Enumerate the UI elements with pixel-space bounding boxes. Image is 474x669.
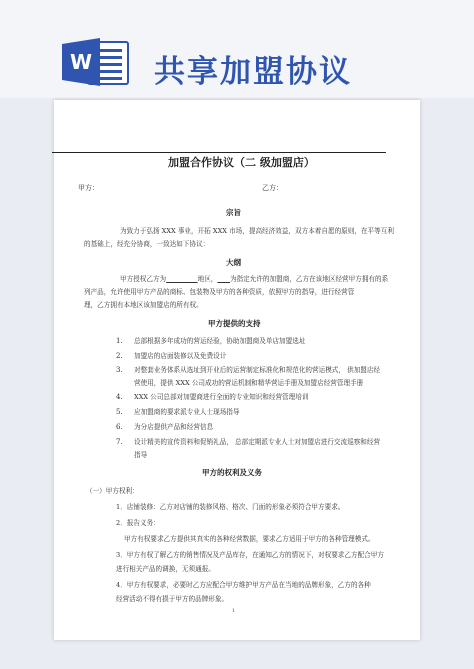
- party-b-label: 乙方：: [262, 184, 283, 192]
- support-item-text: 设计精美的宣传资料和促销礼品， 总部定期派专业人士对加盟店进行交流巡察和经营: [134, 438, 381, 446]
- section-outline: 大纲: [226, 258, 241, 267]
- rights-item: 甲方有权要求乙方提供其真实的各种经营数据，要求乙方适用于甲方的各种管理模式。: [124, 535, 375, 543]
- support-item-number: 3.: [116, 366, 123, 374]
- support-item-text: 对整套业务体系从选址到开业后的运营制定标准化和规范化的营运模式， 供加盟店经: [134, 366, 381, 374]
- section-purpose: 宗旨: [226, 208, 241, 217]
- support-item-text: 应加盟商的要求派专业人士现场指导: [134, 408, 240, 416]
- section-support: 甲方提供的支持: [208, 319, 261, 328]
- dealer-blank[interactable]: [217, 275, 230, 283]
- word-logo-letter: W: [69, 50, 93, 74]
- banner: [0, 0, 474, 98]
- purpose-line-2: 的基础上，经充分协商，一致达如下协议：: [84, 240, 210, 248]
- support-item-text: 营使用，提供 XXX 公司成功的营运机制和精华营运手册及加盟店经营管理手册: [134, 379, 364, 387]
- support-item-number: 1.: [116, 337, 123, 345]
- page-number: 1: [232, 608, 236, 614]
- support-item-text: 总部根据多年成功的营运经验，协助加盟商及单店加盟选址: [134, 337, 306, 345]
- word-document-icon: [60, 36, 134, 88]
- rights-item: 4．甲方有权要求，必要时乙方应配合甲方维护甲方产品在当地的品牌形象，乙方的各种: [116, 581, 371, 589]
- region-blank[interactable]: [166, 275, 197, 283]
- rights-item: 经营活动不得有损于甲方的品牌形象。: [116, 595, 229, 603]
- party-a-label: 甲方：: [78, 184, 99, 192]
- rights-item: 1．店铺装修：乙方对店铺的装修风格、格次、门面的形象必须符合甲方要求。: [116, 503, 345, 511]
- rights-item: 进行相关产品的调换，无须通报。: [116, 565, 215, 573]
- outline-line-1c: 为指定允许的加盟商，乙方在该地区经营甲方拥有的系: [229, 275, 389, 283]
- outline-line-3: 理，乙方拥有本地区该加盟店的所有权。: [84, 301, 203, 309]
- rights-intro: （一）甲方权利：: [86, 487, 139, 495]
- outline-line-2: 列产品，允许使用甲方产品的商标、包装物及甲方的各种资质，依照甲方的指导，进行经营管: [84, 288, 355, 296]
- banner-title: 共享加盟协议: [154, 54, 352, 90]
- outline-line-1a: 甲方授权乙方为: [120, 275, 167, 283]
- rights-item: 2．报告义务：: [116, 519, 160, 527]
- support-item-number: 7.: [116, 438, 123, 446]
- purpose-line-1: 为致力于弘扬 XXX 事业，开拓 XXX 市场，提高经济效益，双方本着自愿的原则，在平等互利: [120, 227, 394, 235]
- support-item-number: 5.: [116, 408, 123, 416]
- support-item-text: 指导: [134, 451, 148, 459]
- title-rule: [52, 152, 386, 153]
- support-item-text: XXX 公司总部对加盟商进行全面的专业知识和经营管理培训: [134, 393, 309, 401]
- document-title: 加盟合作协议（二 级加盟店）: [168, 156, 315, 169]
- section-rights: 甲方的权利及义务: [202, 468, 262, 477]
- support-item-number: 6.: [116, 423, 123, 431]
- support-item-number: 4.: [116, 393, 123, 401]
- outline-line-1b: 地区，: [197, 275, 218, 283]
- support-item-number: 2.: [116, 352, 123, 360]
- rights-item: 3．甲方有权了解乙方的销售情况及产品库存，在通知乙方的情况下，对权要求乙方配合甲方: [116, 551, 384, 559]
- outline-line-1: [120, 274, 388, 284]
- support-item-text: 为分店提供产品和经营信息: [134, 423, 214, 431]
- support-item-text: 加盟店的店面装修以及免费设计: [134, 352, 227, 360]
